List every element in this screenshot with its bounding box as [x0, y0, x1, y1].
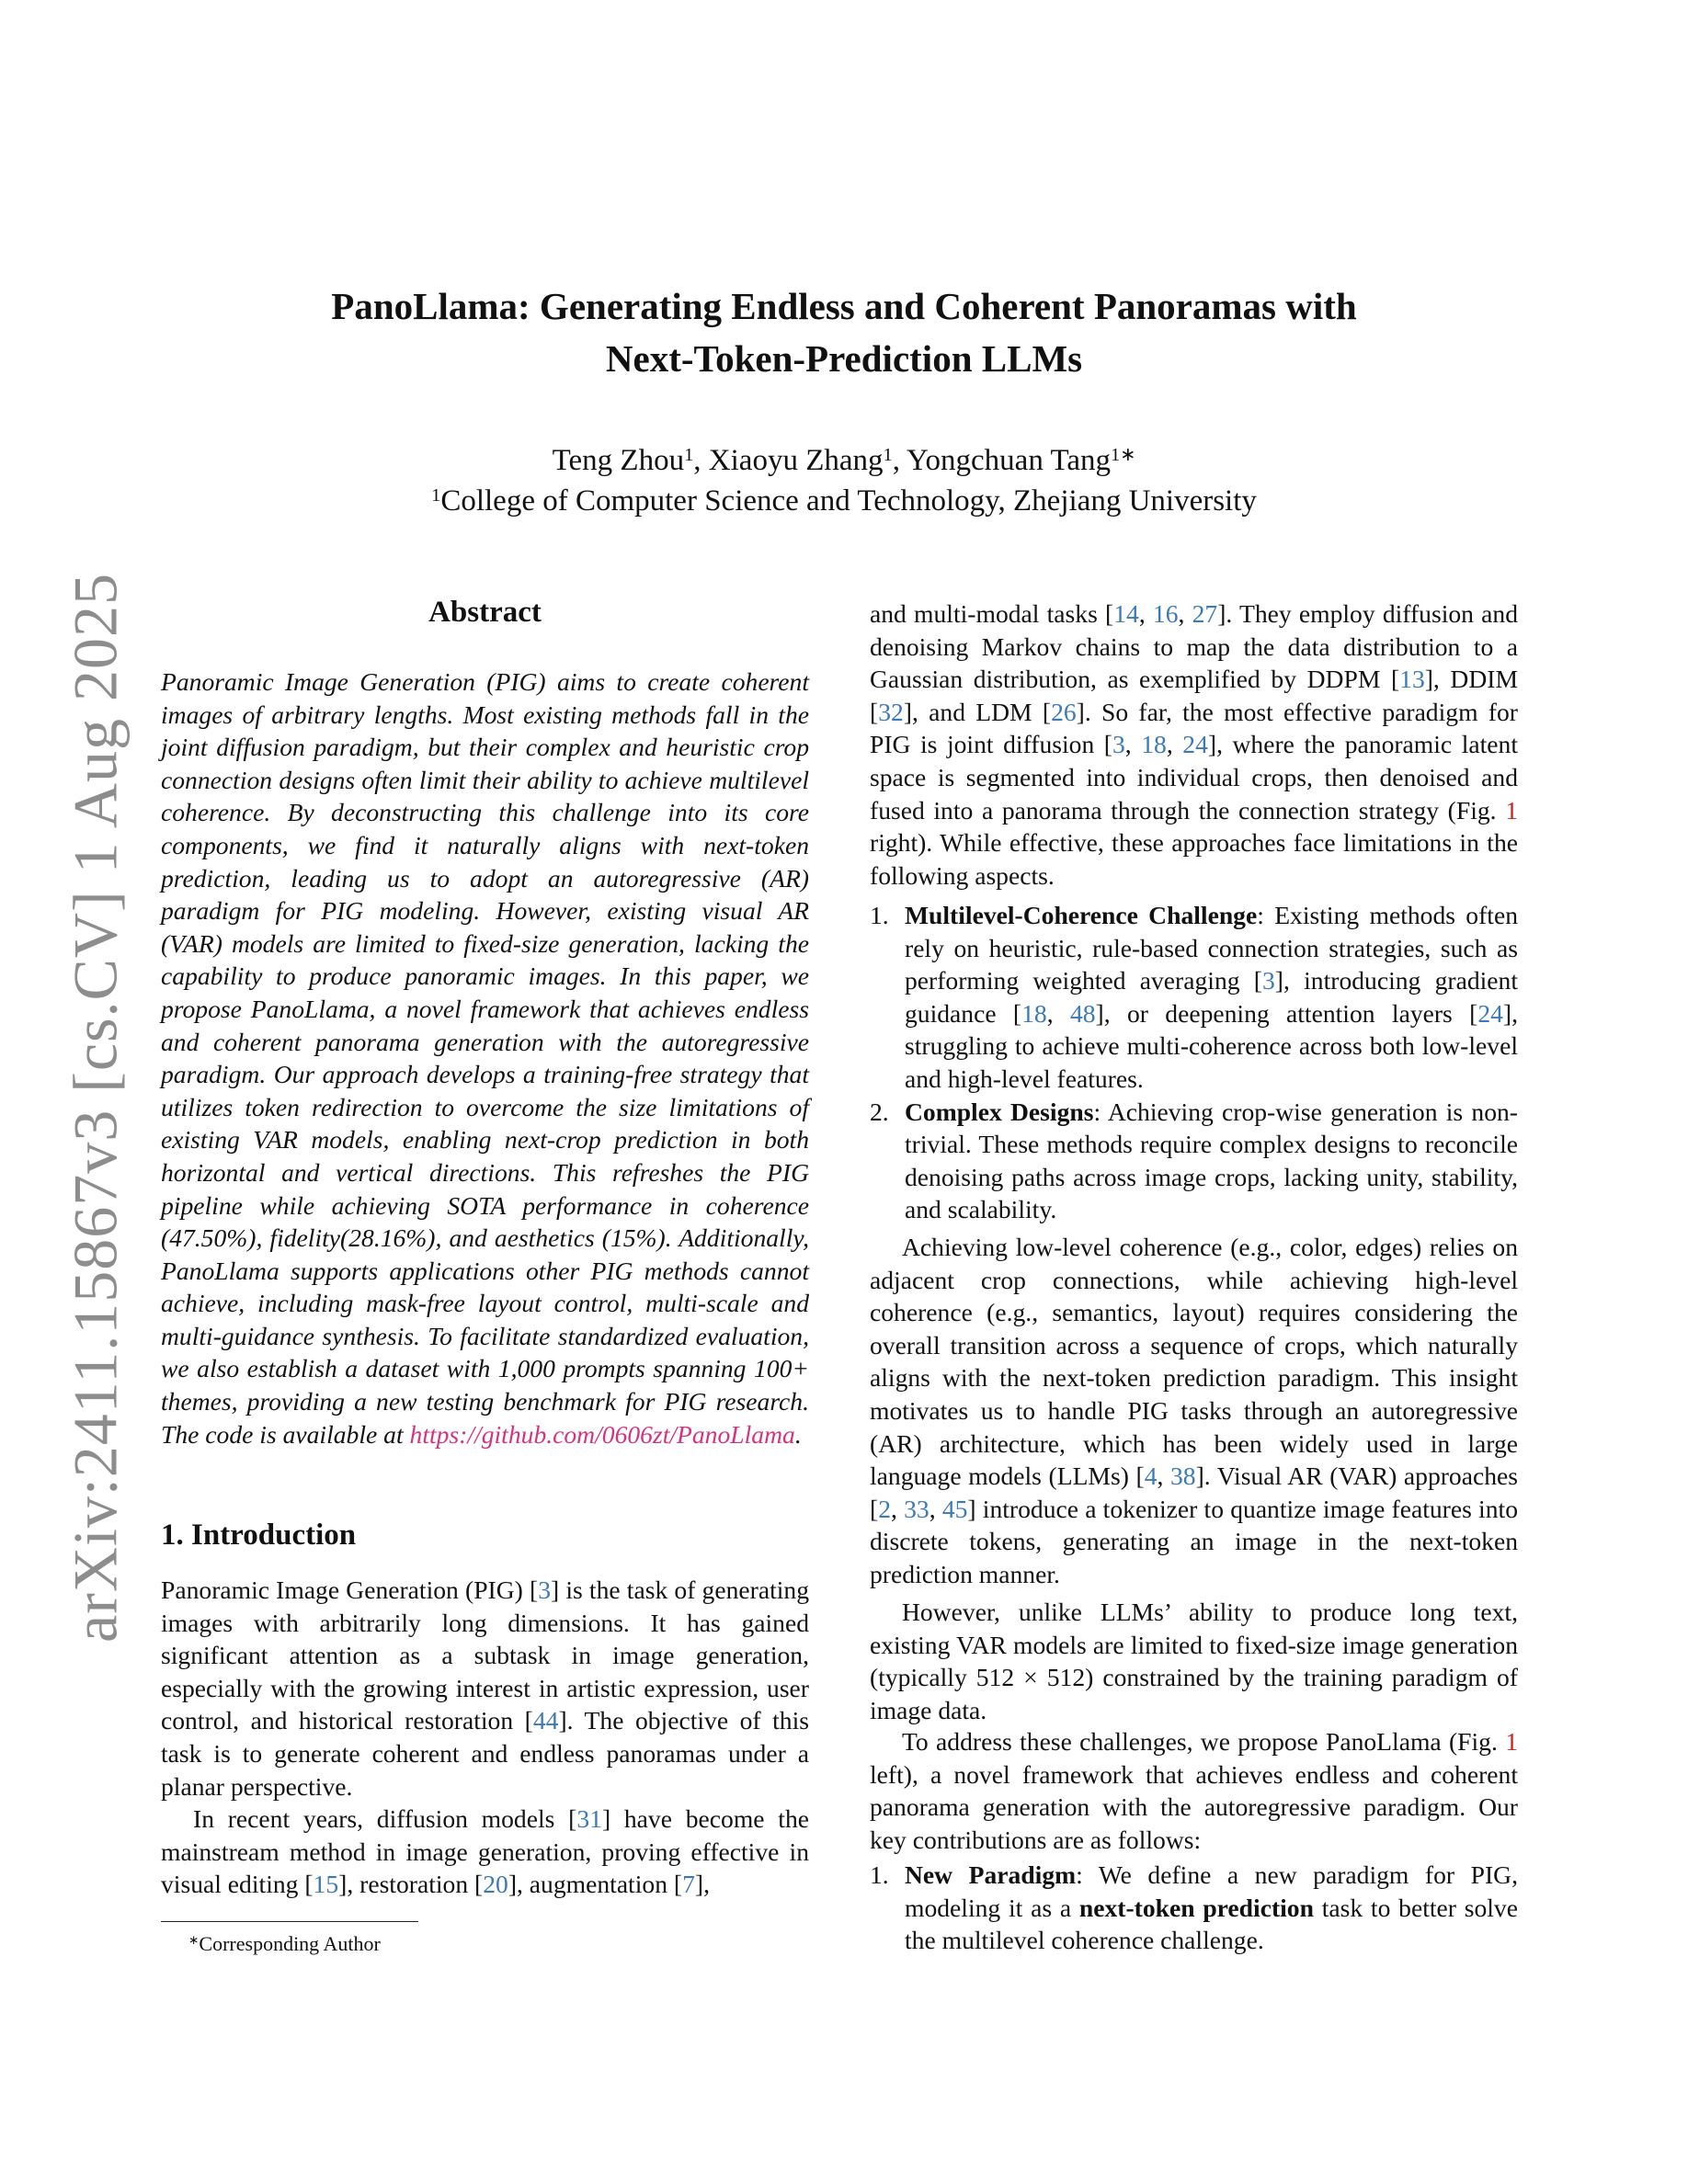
- footnote-text: Corresponding Author: [199, 1932, 381, 1955]
- text-run: ]. Visual AR (VAR) approaches [: [870, 1462, 1518, 1523]
- text-run: ]. They employ diffusion and denoising Markov chains to map the data distribution to a Gaussian distribution, as exemplified by DDPM [: [870, 599, 1518, 694]
- text-run: ], and LDM [: [903, 697, 1052, 726]
- text-run: and multi-modal tasks [: [870, 599, 1114, 628]
- list-item-heading: New Paradigm: [905, 1860, 1077, 1889]
- figure-ref-link[interactable]: 1: [1505, 795, 1518, 825]
- text-run: ,: [1157, 1462, 1170, 1491]
- arxiv-side-stamp: arXiv:2411.15867v3 [cs.CV] 1 Aug 2025: [60, 573, 131, 1643]
- citation-link[interactable]: 45: [941, 1494, 968, 1523]
- citation-link[interactable]: 26: [1051, 697, 1077, 726]
- text-run: ] have become the mainstream method in image generation, proving effective in visual editing [: [161, 1804, 810, 1899]
- citation-link[interactable]: 2: [878, 1494, 891, 1523]
- bold-text: next-token prediction: [1078, 1893, 1314, 1922]
- citation-link[interactable]: 31: [576, 1804, 602, 1833]
- affiliation-mark: 1: [431, 484, 441, 506]
- text-run: To address these challenges, we propose PanoLlama (Fig.: [902, 1727, 1506, 1756]
- citation-link[interactable]: 4: [1144, 1462, 1158, 1491]
- text-run: ]. The objective of this task is to generate coherent and endless panoramas under a planar perspective.: [161, 1706, 809, 1801]
- citation-link[interactable]: 3: [1262, 966, 1275, 995]
- author-name: Xiaoyu Zhang: [708, 444, 884, 477]
- citation-link[interactable]: 14: [1113, 599, 1139, 628]
- author-affiliation-mark: 1: [684, 444, 694, 465]
- text-run: ,: [1046, 998, 1070, 1028]
- footnote-rule: [161, 1921, 418, 1922]
- list-item-heading: Multilevel-Coherence Challenge: [905, 901, 1258, 929]
- right-paragraph-1: [870, 597, 1518, 892]
- citation-link[interactable]: 24: [1182, 730, 1208, 759]
- text-run: : Existing methods often rely on heuristic, rule-based connection strategies, such as performing weighted averaging [: [905, 901, 1518, 995]
- text-run: Achieving low-level coherence (e.g., color, edges) relies on adjacent crop connections, while achieving high-level coherence (e.g., semantics, layout) requires considering the overall transition across a sequence of crops, which naturally aligns with the next-token prediction paradigm. This insight motivates us to handle PIG tasks through an autoregressive (AR) architecture, which has been widely used in large language models (LLMs) [: [870, 1233, 1518, 1491]
- abstract-text: [161, 665, 809, 1450]
- citation-link[interactable]: 48: [1069, 998, 1096, 1028]
- list-item: [870, 1859, 1518, 1957]
- list-item-heading: Complex Designs: [905, 1097, 1094, 1126]
- text-run: ] introduce a tokenizer to quantize image features into discrete tokens, generating an image in the next-token prediction manner.: [870, 1494, 1518, 1588]
- limitations-list: [870, 899, 1518, 1226]
- abstract-heading: Abstract: [428, 596, 542, 629]
- text-run: ,: [929, 1494, 942, 1523]
- right-paragraph-4: [870, 1725, 1518, 1856]
- text-run: ], augmentation [: [508, 1870, 683, 1899]
- text-run: ,: [1124, 730, 1142, 759]
- list-number: 1.: [870, 901, 889, 929]
- affiliation: [184, 481, 1504, 521]
- text-run: task to better solve the multilevel coherence challenge.: [905, 1893, 1518, 1955]
- text-run: In recent years, diffusion models [: [193, 1804, 577, 1833]
- citation-link[interactable]: 16: [1152, 599, 1179, 628]
- code-link[interactable]: https://github.com/0606zt/PanoLlama: [409, 1419, 795, 1449]
- citation-link[interactable]: 38: [1170, 1462, 1196, 1491]
- abstract-end: .: [794, 1419, 802, 1449]
- author-name: Yongchuan Tang: [907, 444, 1111, 477]
- text-run: ],: [694, 1870, 710, 1899]
- title-line-2: Next-Token-Prediction LLMs: [605, 337, 1083, 380]
- list-item: [870, 899, 1518, 1096]
- text-run: ], or deepening attention layers [: [1095, 998, 1478, 1028]
- text-run: However, unlike LLMs’ ability to produce long text, existing VAR models are limited to fixed-size image generation (typically 512 × 512) constrained by the training paradigm of image data.: [870, 1598, 1518, 1724]
- footnote: [188, 1930, 381, 1958]
- text-run: ] is the task of generating images with arbitrarily long dimensions. It has gained significant attention as a subtask in image generation, especially with the growing interest in artistic expression, user control, and historical restoration [: [161, 1575, 809, 1735]
- text-run: : We define a new paradigm for PIG, modeling it as a: [905, 1860, 1518, 1922]
- citation-link[interactable]: 24: [1477, 998, 1503, 1028]
- author-affiliation-mark: 1: [883, 444, 893, 465]
- text-run: ], struggling to achieve multi-coherence across both low-level and high-level features.: [905, 998, 1518, 1093]
- citation-link[interactable]: 3: [1112, 730, 1125, 759]
- citation-link[interactable]: 44: [532, 1706, 559, 1735]
- title-line-1: PanoLlama: Generating Endless and Coherent Panoramas with: [331, 285, 1357, 327]
- citation-link[interactable]: 3: [538, 1575, 551, 1604]
- author-separator: ,: [693, 444, 709, 477]
- citation-link[interactable]: 32: [878, 697, 904, 726]
- author-separator: ,: [892, 444, 907, 477]
- author-list: [184, 440, 1504, 481]
- citation-link[interactable]: 18: [1141, 730, 1167, 759]
- text-run: ,: [891, 1494, 905, 1523]
- text-run: ,: [1138, 599, 1153, 628]
- text-run: right). While effective, these approaches face limitations in the following aspects.: [870, 828, 1518, 890]
- text-run: ], DDIM [: [870, 665, 1518, 726]
- text-run: ], introducing gradient guidance [: [905, 966, 1518, 1028]
- abstract-body: Panoramic Image Generation (PIG) aims to create coherent images of arbitrary lengths. Most existing methods fall in the joint diffusion paradigm, but their complex and heuristic crop connection designs often limit their ability to achieve multilevel coherence. By deconstructing this challenge into its core components, we find it naturally aligns with next-token prediction, leading us to adopt an autoregressive (AR) paradigm for PIG modeling. However, existing visual AR (VAR) models are limited to fixed-size generation, lacking the capability to produce panoramic images. In this paper, we propose PanoLlama, a novel framework that achieves endless and coherent panorama generation with the autoregressive paradigm. Our approach develops a training-free strategy that utilizes token redirection to overcome the size limitations of existing VAR models, enabling next-crop prediction in both horizontal and vertical directions. This refreshes the PIG pipeline while achieving SOTA performance in coherence (47.50%), fidelity(28.16%), and aesthetics (15%). Additionally, PanoLlama supports applications other PIG methods cannot achieve, including mask-free layout control, multi-scale and multi-guidance synthesis. To facilitate standardized evaluation, we also establish a dataset with 1,000 prompts spanning 100+ themes, providing a new testing benchmark for PIG research. The code is available at: [161, 667, 809, 1449]
- intro-paragraph-2: [161, 1803, 809, 1901]
- contributions-list: [870, 1859, 1518, 1957]
- list-item: [870, 1096, 1518, 1226]
- section-heading-introduction: 1. Introduction: [161, 1519, 357, 1552]
- right-paragraph-3: [870, 1596, 1518, 1726]
- citation-link[interactable]: 7: [682, 1870, 695, 1899]
- citation-link[interactable]: 20: [483, 1870, 508, 1899]
- right-paragraph-2: [870, 1231, 1518, 1591]
- paper-title: [184, 280, 1504, 385]
- citation-link[interactable]: 18: [1021, 998, 1047, 1028]
- citation-link[interactable]: 15: [313, 1870, 339, 1899]
- text-run: Panoramic Image Generation (PIG) [: [161, 1575, 539, 1604]
- text-run: ], where the panoramic latent space is segmented into individual crops, then denoised and fused into a panorama through the connection strategy (Fig.: [870, 730, 1519, 825]
- citation-link[interactable]: 33: [904, 1494, 930, 1523]
- text-run: ]. So far, the most effective paradigm for PIG is joint diffusion [: [870, 697, 1518, 759]
- citation-link[interactable]: 13: [1399, 665, 1425, 694]
- text-run: ,: [1166, 730, 1183, 759]
- text-run: ,: [1178, 599, 1192, 628]
- footnote-mark: ∗: [188, 1933, 200, 1948]
- affiliation-text: College of Computer Science and Technology, Zhejiang University: [440, 484, 1257, 518]
- author-name: Teng Zhou: [552, 444, 685, 477]
- text-run: ], restoration [: [338, 1870, 484, 1899]
- figure-ref-link[interactable]: 1: [1505, 1727, 1518, 1756]
- text-run: left), a novel framework that achieves endless and coherent panorama generation with the autoregressive paradigm. Our key contributions are as follows:: [870, 1759, 1518, 1854]
- citation-link[interactable]: 27: [1192, 599, 1218, 628]
- list-number: 2.: [870, 1097, 889, 1126]
- author-affiliation-mark: 1∗: [1110, 444, 1136, 465]
- list-number: 1.: [870, 1860, 889, 1889]
- intro-paragraph-1: [161, 1574, 809, 1803]
- text-run: : Achieving crop-wise generation is non-trivial. These methods require complex designs to reconcile denoising paths across image crops, lacking unity, stability, and scalability.: [905, 1097, 1518, 1224]
